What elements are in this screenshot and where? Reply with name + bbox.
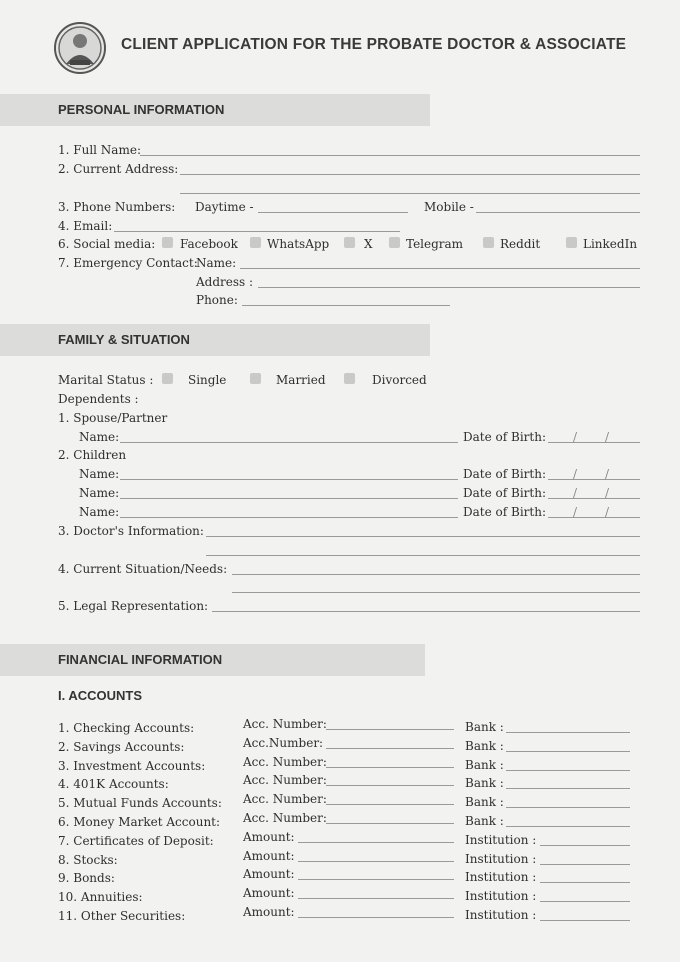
emergency-name-label: Name: — [196, 256, 237, 270]
child-name-field[interactable] — [120, 479, 458, 480]
account-institution-field[interactable] — [506, 732, 630, 733]
full-name-label: 1. Full Name: — [58, 143, 141, 157]
child-name-label: Name: — [79, 505, 120, 519]
dependents-label: Dependents : — [58, 392, 139, 406]
spouse-label: 1. Spouse/Partner — [58, 411, 168, 425]
dob-slash: / — [573, 486, 578, 500]
spouse-name-field[interactable] — [120, 442, 458, 443]
account-institution-label: Bank : — [465, 776, 504, 790]
account-institution-field[interactable] — [540, 901, 630, 902]
divorced-checkbox[interactable] — [344, 373, 355, 384]
account-value-field[interactable] — [298, 842, 454, 843]
account-field-label: Amount: — [243, 886, 295, 900]
child-name-label: Name: — [79, 467, 120, 481]
account-field-label: Amount: — [243, 830, 295, 844]
account-type-label: 4. 401K Accounts: — [58, 777, 169, 791]
child-name-label: Name: — [79, 486, 120, 500]
spouse-dob-field[interactable] — [548, 442, 640, 443]
legal-rep-field[interactable] — [212, 611, 640, 612]
account-type-label: 10. Annuities: — [58, 890, 143, 904]
current-address-label: 2. Current Address: — [58, 162, 179, 176]
firm-logo — [54, 22, 106, 74]
social-media-label: 6. Social media: — [58, 237, 156, 251]
account-institution-label: Institution : — [465, 908, 537, 922]
current-situation-label: 4. Current Situation/Needs: — [58, 562, 228, 576]
mobile-phone-field[interactable] — [476, 212, 640, 213]
account-institution-field[interactable] — [506, 807, 630, 808]
x-checkbox[interactable] — [344, 237, 355, 248]
account-type-label: 6. Money Market Account: — [58, 815, 221, 829]
account-value-field[interactable] — [326, 748, 454, 749]
spouse-dob-label: Date of Birth: — [463, 430, 546, 444]
account-type-label: 3. Investment Accounts: — [58, 759, 206, 773]
dob-slash: / — [605, 505, 610, 519]
page-title: CLIENT APPLICATION FOR THE PROBATE DOCTOR & ASSOCIATE — [121, 36, 627, 53]
account-field-label: Amount: — [243, 867, 295, 881]
married-checkbox[interactable] — [250, 373, 261, 384]
emergency-phone-label: Phone: — [196, 293, 238, 307]
account-field-label: Amount: — [243, 849, 295, 863]
account-value-field[interactable] — [298, 917, 454, 918]
emergency-contact-label: 7. Emergency Contact: — [58, 256, 198, 270]
account-value-field[interactable] — [298, 898, 454, 899]
email-label: 4. Email: — [58, 219, 113, 233]
account-type-label: 9. Bonds: — [58, 871, 115, 885]
account-institution-label: Bank : — [465, 758, 504, 772]
account-value-field[interactable] — [326, 804, 454, 805]
account-type-label: 5. Mutual Funds Accounts: — [58, 796, 222, 810]
current-address-field-2[interactable] — [180, 193, 640, 194]
child-name-field[interactable] — [120, 498, 458, 499]
account-type-label: 1. Checking Accounts: — [58, 721, 195, 735]
account-type-label: 7. Certificates of Deposit: — [58, 834, 214, 848]
account-type-label: 8. Stocks: — [58, 853, 118, 867]
account-field-label: Acc. Number: — [243, 717, 327, 731]
account-institution-label: Bank : — [465, 814, 504, 828]
account-institution-field[interactable] — [540, 845, 630, 846]
mobile-label: Mobile - — [424, 200, 474, 214]
account-institution-label: Bank : — [465, 739, 504, 753]
dob-slash: / — [605, 467, 610, 481]
married-label: Married — [276, 373, 326, 387]
facebook-label: Facebook — [180, 237, 238, 251]
email-field[interactable] — [114, 231, 400, 232]
emergency-phone-field[interactable] — [242, 305, 450, 306]
child-dob-field[interactable] — [548, 479, 640, 480]
account-institution-field[interactable] — [506, 770, 630, 771]
single-label: Single — [188, 373, 227, 387]
account-value-field[interactable] — [298, 879, 454, 880]
current-situation-field-1[interactable] — [232, 574, 640, 575]
facebook-checkbox[interactable] — [162, 237, 173, 248]
dob-slash: / — [605, 486, 610, 500]
account-value-field[interactable] — [298, 861, 454, 862]
child-name-field[interactable] — [120, 517, 458, 518]
emergency-address-label: Address : — [196, 275, 254, 289]
dob-slash: / — [573, 467, 578, 481]
dob-slash: / — [573, 430, 578, 444]
current-address-field-1[interactable] — [180, 174, 640, 175]
telegram-checkbox[interactable] — [389, 237, 400, 248]
account-value-field[interactable] — [326, 823, 454, 824]
account-type-label: 2. Savings Accounts: — [58, 740, 185, 754]
account-institution-field[interactable] — [506, 788, 630, 789]
section-title-personal: PERSONAL INFORMATION — [58, 102, 225, 117]
reddit-checkbox[interactable] — [483, 237, 494, 248]
emergency-address-field[interactable] — [258, 287, 640, 288]
daytime-label: Daytime - — [195, 200, 254, 214]
linkedin-label: LinkedIn — [583, 237, 638, 251]
account-institution-field[interactable] — [540, 864, 630, 865]
whatsapp-checkbox[interactable] — [250, 237, 261, 248]
child-dob-label: Date of Birth: — [463, 486, 546, 500]
account-institution-label: Bank : — [465, 720, 504, 734]
daytime-phone-field[interactable] — [258, 212, 408, 213]
account-field-label: Acc.Number: — [243, 736, 324, 750]
whatsapp-label: WhatsApp — [267, 237, 330, 251]
emergency-name-field[interactable] — [240, 268, 640, 269]
account-field-label: Acc. Number: — [243, 773, 327, 787]
account-type-label: 11. Other Securities: — [58, 909, 186, 923]
accounts-heading: I. ACCOUNTS — [58, 688, 143, 703]
phone-numbers-label: 3. Phone Numbers: — [58, 200, 176, 214]
divorced-label: Divorced — [372, 373, 427, 387]
reddit-label: Reddit — [500, 237, 541, 251]
children-label: 2. Children — [58, 448, 127, 462]
account-institution-label: Bank : — [465, 795, 504, 809]
single-checkbox[interactable] — [162, 373, 173, 384]
child-dob-label: Date of Birth: — [463, 467, 546, 481]
child-dob-field[interactable] — [548, 517, 640, 518]
marital-status-label: Marital Status : — [58, 373, 154, 387]
child-dob-field[interactable] — [548, 498, 640, 499]
account-field-label: Amount: — [243, 905, 295, 919]
doctors-info-field-1[interactable] — [206, 536, 640, 537]
x-label: X — [364, 237, 373, 251]
child-dob-label: Date of Birth: — [463, 505, 546, 519]
account-institution-label: Institution : — [465, 889, 537, 903]
account-field-label: Acc. Number: — [243, 792, 327, 806]
section-title-family: FAMILY & SITUATION — [58, 332, 190, 347]
spouse-name-label: Name: — [79, 430, 120, 444]
account-institution-label: Institution : — [465, 852, 537, 866]
doctors-info-label: 3. Doctor's Information: — [58, 524, 204, 538]
telegram-label: Telegram — [406, 237, 464, 251]
full-name-field[interactable] — [140, 155, 640, 156]
account-institution-field[interactable] — [540, 882, 630, 883]
current-situation-field-2[interactable] — [232, 592, 640, 593]
linkedin-checkbox[interactable] — [566, 237, 577, 248]
account-institution-field[interactable] — [506, 751, 630, 752]
account-value-field[interactable] — [326, 767, 454, 768]
dob-slash: / — [573, 505, 578, 519]
account-institution-field[interactable] — [506, 826, 630, 827]
account-value-field[interactable] — [326, 785, 454, 786]
dob-slash: / — [605, 430, 610, 444]
account-institution-label: Institution : — [465, 870, 537, 884]
account-value-field[interactable] — [326, 729, 454, 730]
section-title-financial: FINANCIAL INFORMATION — [58, 652, 223, 667]
legal-rep-label: 5. Legal Representation: — [58, 599, 209, 613]
account-institution-field[interactable] — [540, 920, 630, 921]
doctors-info-field-2[interactable] — [206, 555, 640, 556]
account-field-label: Acc. Number: — [243, 755, 327, 769]
account-field-label: Acc. Number: — [243, 811, 327, 825]
account-institution-label: Institution : — [465, 833, 537, 847]
